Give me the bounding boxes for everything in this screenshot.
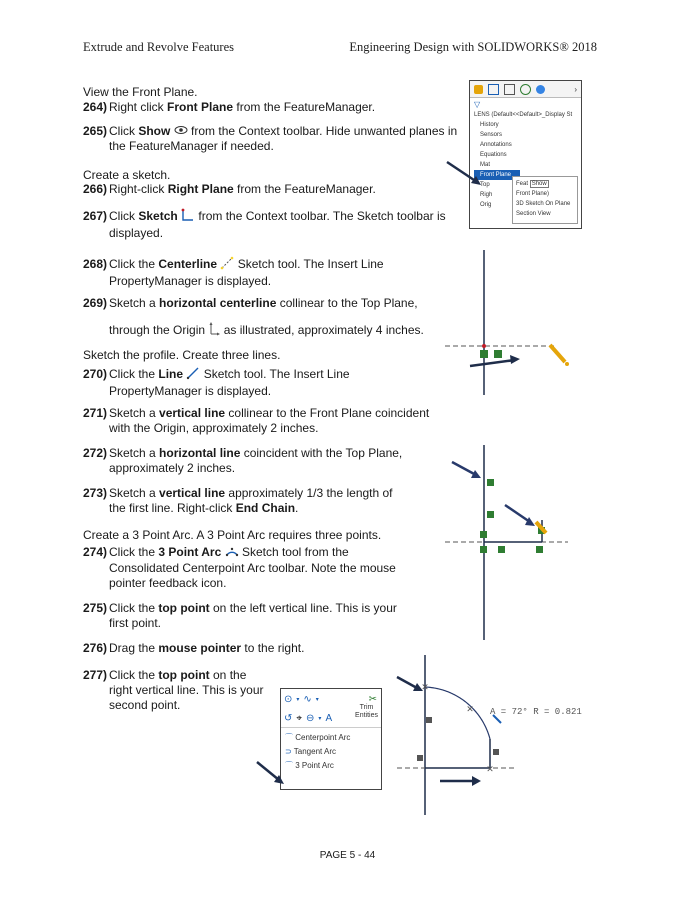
step-number: 274)	[83, 545, 108, 560]
trim-label[interactable]: Trim	[359, 704, 374, 711]
sketch-icon	[181, 208, 195, 226]
step-text: Click the	[109, 367, 159, 382]
menu-section-view[interactable]: Section View	[516, 211, 551, 217]
step-text: as illustrated, approximately 4 inches.	[220, 323, 424, 338]
circle-tool-icon[interactable]: ⊙	[284, 693, 293, 705]
relation-icon	[494, 350, 502, 358]
text-tool-icon[interactable]: A	[325, 712, 333, 724]
filter-icon[interactable]: ▽	[474, 100, 481, 109]
step-text: Click the	[109, 545, 159, 560]
step-number: 267)	[83, 209, 108, 224]
step-number: 272)	[83, 446, 108, 460]
step-265	[83, 124, 457, 154]
relation-icon	[487, 511, 494, 518]
step-bold: vertical line	[159, 486, 226, 500]
step-text: Click	[109, 209, 139, 224]
step-270	[83, 366, 350, 399]
step-bold: top point	[158, 668, 210, 682]
pointer-arrow	[445, 160, 485, 190]
step-text: from the Context toolbar. Hide unwanted planes in	[187, 124, 458, 138]
ellipse-tool-icon[interactable]: ⊖	[306, 712, 315, 724]
fm-item-equations[interactable]: Equations	[480, 152, 507, 158]
step-273	[83, 486, 393, 516]
relation-icon	[480, 546, 487, 553]
step-number: 268)	[83, 257, 108, 272]
context-title: Front Plane)	[516, 191, 550, 197]
step-bold: 3 Point Arc	[158, 545, 222, 560]
step-text: collinear to the Top Plane,	[276, 296, 418, 310]
step-number: 270)	[83, 367, 108, 382]
centerpoint-arc-icon: ⌒	[285, 733, 293, 742]
step-264	[83, 100, 375, 115]
step-text: displayed.	[109, 226, 164, 240]
step-bold: Line	[158, 367, 184, 382]
dropdown-icon[interactable]: ▾	[296, 696, 300, 703]
feature-label: Feat	[516, 181, 529, 187]
fm-item-right-plane[interactable]: Righ	[480, 192, 493, 198]
config-icon[interactable]	[504, 84, 515, 95]
dropdown-icon[interactable]: ▾	[315, 696, 319, 703]
cursor-point	[565, 362, 569, 366]
pointer-arrow	[255, 760, 290, 790]
menu-label: 3 Point Arc	[295, 761, 334, 770]
pointer-arrow	[452, 462, 476, 475]
step-text: Sketch tool. The Insert Line	[200, 367, 350, 382]
step-text: right vertical line. This is your	[109, 683, 264, 697]
display-icon[interactable]	[536, 85, 545, 94]
fm-root[interactable]: LENS (Default<<Default>_Display St	[474, 112, 573, 118]
dimxpert-icon[interactable]	[520, 84, 531, 95]
step-274	[83, 545, 396, 591]
pencil-cursor-icon	[550, 345, 565, 362]
step-text: pointer feedback icon.	[109, 576, 227, 590]
pointer-arrow	[470, 360, 515, 366]
step-bold: top point	[158, 601, 210, 615]
step-text: approximately 2 inches.	[109, 461, 236, 475]
step-text: from the FeatureManager.	[233, 100, 376, 114]
3point-arc-icon: ⌒	[285, 761, 293, 770]
step-text: Click	[109, 124, 139, 138]
relation-icon	[487, 479, 494, 486]
step-text: Sketch a	[109, 446, 160, 460]
step-277	[83, 668, 264, 713]
step-number: 273)	[83, 486, 108, 500]
step-bold: Front Plane	[167, 100, 234, 114]
step-number: 266)	[83, 182, 108, 196]
trim-icon[interactable]: ✂	[368, 693, 377, 705]
relation-icon	[426, 717, 432, 723]
arc-diagram	[395, 655, 585, 815]
arc-tool-icon[interactable]: ↺	[284, 712, 293, 724]
relation-icon	[480, 350, 488, 358]
menu-3-point-arc[interactable]	[285, 759, 381, 773]
step-text: coincident with the Top Plane,	[240, 446, 403, 460]
step-text: PropertyManager is displayed.	[109, 274, 272, 288]
step-number: 276)	[83, 641, 108, 655]
step-text: Sketch tool from the	[238, 545, 349, 560]
step-269	[83, 296, 424, 340]
fm-item-top-plane[interactable]: Top	[480, 182, 490, 188]
menu-centerpoint-arc[interactable]	[285, 731, 381, 745]
step-text: the FeatureManager if needed.	[109, 139, 274, 154]
centerline-diagram	[440, 250, 580, 395]
featuremanager-screenshot	[469, 80, 582, 229]
intro-3point-arc: Create a 3 Point Arc. A 3 Point Arc requires three points.	[83, 528, 382, 542]
step-text: from the Context toolbar. The Sketch toolbar is	[195, 209, 446, 224]
entities-label[interactable]: Entities	[355, 712, 378, 719]
centerline-icon	[220, 256, 234, 274]
profile-diagram	[440, 445, 580, 640]
menu-label: Tangent Arc	[293, 747, 337, 756]
spline-tool-icon[interactable]: ∿	[303, 693, 312, 705]
dropdown-icon[interactable]: ▾	[318, 715, 322, 722]
step-text: Right click	[109, 100, 168, 114]
step-text: Right-click	[109, 182, 168, 196]
relation-icon	[536, 546, 543, 553]
step-text: Sketch a	[109, 296, 160, 310]
step-bold: Sketch	[138, 209, 178, 224]
step-text: .	[295, 501, 299, 515]
fm-item-sensors[interactable]: Sensors	[480, 132, 503, 138]
pointer-arrowhead	[472, 776, 481, 786]
menu-tangent-arc[interactable]	[285, 745, 381, 759]
step-text: Drag the	[109, 641, 159, 655]
intro-view-front: View the Front Plane.	[83, 85, 198, 99]
fm-tabs	[470, 81, 581, 98]
step-text: Consolidated Centerpoint Arc toolbar. Note the mouse	[109, 561, 396, 575]
step-number: 265)	[83, 124, 108, 138]
step-text: from the FeatureManager.	[233, 182, 376, 196]
origin-icon	[208, 322, 220, 340]
chevron-right-icon[interactable]: ›	[574, 84, 577, 94]
origin-point	[482, 344, 486, 348]
step-272	[83, 446, 402, 476]
fm-item-material[interactable]: Mat	[480, 162, 491, 168]
step-bold: End Chain	[235, 501, 296, 515]
page-footer: PAGE 5 - 44	[319, 850, 376, 861]
show-button[interactable]: Show	[531, 181, 547, 187]
arc-toolbar-screenshot	[280, 688, 382, 790]
relation-icon	[493, 749, 499, 755]
step-267	[83, 208, 446, 241]
arc-mid-point: ✕	[466, 704, 474, 714]
line-icon	[186, 366, 200, 384]
step-text: collinear to the Front Plane coincident	[225, 406, 430, 420]
relation-icon	[498, 546, 505, 553]
step-bold: Centerline	[158, 257, 218, 272]
context-menu	[512, 176, 578, 224]
feature-tree-icon[interactable]	[474, 85, 483, 94]
fm-item-annotations[interactable]: Annotations	[480, 142, 512, 148]
fm-item-front-plane[interactable]: Front Plane	[474, 170, 520, 180]
step-bold: mouse pointer	[158, 641, 242, 655]
intro-create-sketch: Create a sketch.	[83, 168, 171, 182]
step-number: 269)	[83, 296, 108, 310]
step-text: Sketch a	[109, 406, 160, 420]
step-bold: Right Plane	[167, 182, 234, 196]
header-right: Engineering Design with SOLIDWORKS® 2018	[349, 40, 597, 54]
intro-sketch-profile: Sketch the profile. Create three lines.	[83, 348, 281, 362]
step-text: the first line. Right-click	[109, 501, 236, 515]
3point-arc-icon	[225, 545, 239, 561]
step-bold: Show	[138, 124, 171, 138]
step-number: 277)	[83, 668, 108, 682]
step-text: Sketch tool. The Insert Line	[234, 257, 384, 272]
arc-end-point: ✕	[486, 764, 494, 774]
fm-item-origin[interactable]: Orig	[480, 202, 492, 208]
step-number: 271)	[83, 406, 108, 420]
step-bold: vertical line	[159, 406, 226, 420]
step-271	[83, 406, 429, 436]
eye-icon	[174, 124, 188, 139]
relation-icon	[480, 531, 487, 538]
step-text: approximately 1/3 the length of	[225, 486, 393, 500]
step-text: on the	[209, 668, 247, 682]
step-text: with the Origin, approximately 2 inches.	[109, 421, 319, 435]
pointer-arrow	[505, 505, 530, 522]
step-275	[83, 601, 397, 631]
step-text: Click the	[109, 257, 159, 272]
menu-3d-sketch[interactable]: 3D Sketch On Plane	[516, 201, 571, 207]
step-text: Sketch a	[109, 486, 160, 500]
step-text: through the Origin	[109, 323, 206, 338]
property-icon[interactable]	[488, 84, 499, 95]
step-text: Click the	[109, 601, 159, 615]
step-number: 275)	[83, 601, 108, 615]
menu-label: Centerpoint Arc	[295, 733, 351, 742]
pointer-arrowhead	[510, 355, 520, 364]
tangent-arc-icon: ⊃	[285, 747, 292, 756]
arc-readout: A = 72° R = 0.821	[490, 707, 582, 717]
step-text: to the right.	[241, 641, 305, 655]
step-text: PropertyManager is displayed.	[109, 384, 272, 398]
step-bold: horizontal centerline	[159, 296, 277, 310]
step-bold: horizontal line	[159, 446, 241, 460]
step-text: on the left vertical line. This is your	[209, 601, 397, 615]
preview-arc	[425, 687, 490, 739]
pointer-arrow	[397, 677, 417, 688]
header-left: Extrude and Revolve Features	[83, 40, 234, 54]
step-text: Click the	[109, 668, 159, 682]
step-268	[83, 256, 384, 289]
step-266	[83, 182, 376, 197]
step-text: second point.	[109, 698, 181, 712]
fm-item-history[interactable]: History	[480, 122, 499, 128]
relation-icon	[417, 755, 423, 761]
mouse-cursor-icon: ⌖	[296, 712, 303, 724]
step-text: first point.	[109, 616, 162, 630]
step-276	[83, 641, 304, 656]
arc-start-point: ✕	[421, 682, 429, 692]
step-number: 264)	[83, 100, 108, 114]
